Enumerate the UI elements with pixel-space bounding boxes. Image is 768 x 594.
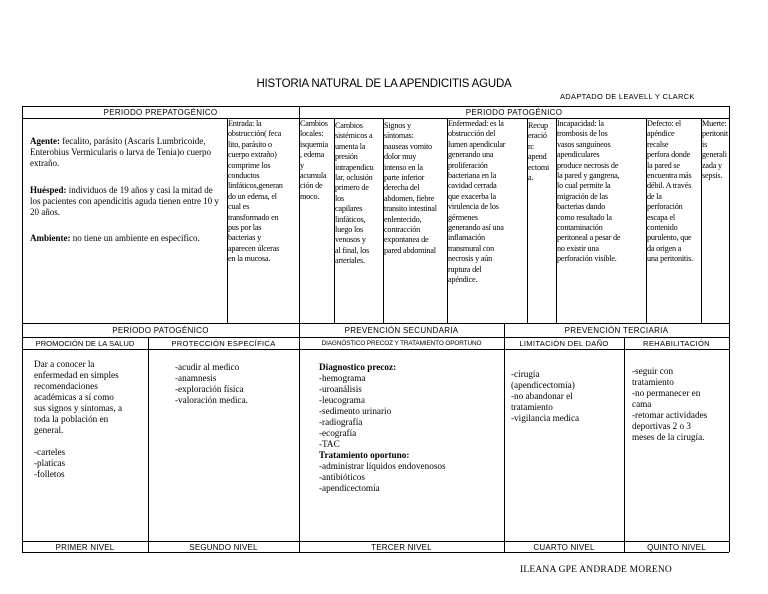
table-border	[22, 337, 729, 338]
table-border	[22, 106, 23, 323]
table-border	[729, 106, 730, 323]
header-patogenico: PERIODO PATOGÉNICO	[465, 108, 563, 117]
nivel-cuarto: CUARTO NIVEL	[533, 543, 595, 552]
entrada-text: Entrada: la obstrucción( feca lito, parásito o cuerpo extraño) comprime los conductos linfáticos,generan do un edema, el cual es transformado en pus por las bacterias y aparecen úlceras en la mucosa.	[228, 119, 283, 264]
signos-sintomas-text: Signos y síntomas: nauseas vomito dolor muy intenso en la parte inferior derecha del abdomen, fiebre transito intestinal enlentecido, contracción expontanea de pared abdominal	[384, 121, 437, 255]
header-prevencion-terciaria: PREVENCIÓN TERCIARIA	[564, 326, 669, 335]
diagnostico-block	[319, 362, 503, 494]
table-border	[22, 349, 729, 350]
promocion-text: Dar a conocer la enfermedad en simples recomendaciones académicas a sí como sus signos y síntomas, a toda la población en general. -carteles -platicas -folletos	[34, 359, 123, 479]
cambios-locales-text: Cambios locales: isquemia , edema y acumula ción de moco.	[300, 119, 328, 201]
recuperacion-text: Recup eració n: apend ectomi a.	[528, 121, 550, 183]
subheader-diagnostico: DIAGNÓSTICO PRECOZ Y TRATAMIENTO OPORTUNO	[321, 340, 482, 347]
limitacion-text: -cirugía (apendicectomía) -no abandonar el tratamiento -vigilancia medica	[511, 369, 580, 423]
nivel-segundo: SEGUNDO NIVEL	[189, 543, 258, 552]
nivel-tercer: TERCER NIVEL	[371, 543, 432, 552]
agente-text: fecalito, parásito (Ascaris Lumbricoide, Enterobius Vermicularis o larva de Tenia)o cuerpo extraño.	[30, 136, 211, 169]
table-divider	[148, 337, 149, 552]
author-name: ILEANA GPE ANDRADE MORENO	[520, 565, 672, 575]
table-divider	[504, 323, 505, 552]
muerte-text: Muerte: peritonit is generali zada y sepsis.	[702, 119, 728, 181]
subheader-promocion: PROMOCIÓN DE LA SALUD	[35, 339, 135, 348]
table-divider	[299, 323, 300, 552]
table-divider	[624, 337, 625, 552]
subheader-proteccion: PROTECCIÓN ESPECÍFICA	[171, 339, 276, 348]
nivel-primer: PRIMER NIVEL	[55, 543, 115, 552]
table-border	[22, 106, 729, 107]
incapacidad-text: Incapacidad: la trombosis de los vasos sanguíneos apendiculares produce necrosis de la pared y gangrena, lo cual permite la migración de las bacterias dando como resultado la contaminación peritoneal a pesar de no existir una perforación visible.	[557, 119, 621, 264]
header-prepatogenico: PERIODO PREPATOGÉNICO	[103, 108, 218, 117]
subheader-rehabilitacion: REHABILITACIÓN	[643, 339, 710, 348]
table-border	[729, 323, 730, 552]
ambiente-text: no tiene un ambiente en específico.	[70, 233, 200, 243]
table-border	[22, 323, 23, 552]
tratamiento-list: -administrar líquidos endovenosos -antibióticos -apendicectomía	[319, 461, 446, 493]
proteccion-text: -acudir al medico -anamnesis -exploración física -valoración medica.	[175, 362, 248, 405]
rehabilitacion-text: -seguir con tratamiento -no permanecer en cama -retomar actividades deportivas 2 o 3 meses de la cirugía.	[632, 366, 708, 442]
agente-label: Agente:	[30, 136, 60, 146]
tratamiento-label: Tratamiento oportuno:	[319, 450, 410, 460]
agente-paragraph	[30, 136, 224, 170]
header-periodo-patogenico: PERIODO PATOGÉNICO	[112, 326, 209, 335]
table-border	[22, 323, 729, 324]
diagnostico-label: Diagnostico precoz:	[319, 362, 397, 372]
huesped-paragraph	[30, 185, 224, 219]
table-border	[22, 552, 729, 553]
ambiente-paragraph	[30, 233, 224, 244]
subheader-limitacion: LIMITACIÓN DEL DAÑO	[519, 339, 609, 348]
huesped-label: Huésped:	[30, 185, 67, 195]
diagnostico-list: -hemograma -uroanálisis -leucograma -sedimento urinario -radiografía -ecografía -TAC	[319, 373, 392, 449]
huesped-text: individuos de 19 años y casi la mitad de los pacientes con apendicitis aguda tienen entre 10 y 20 años.	[30, 185, 219, 218]
page-title: HISTORIA NATURAL DE LA APENDICITIS AGUDA	[256, 78, 512, 90]
ambiente-label: Ambiente:	[30, 233, 71, 243]
defecto-text: Defecto: el apéndice recalse perfora donde la pared se encuentra más débil. A través de la perforación escapa el contenido purulento, que da origen a una peritonitis.	[647, 119, 693, 264]
table-border	[22, 541, 729, 542]
nivel-quinto: QUINTO NIVEL	[647, 543, 706, 552]
cambios-sistemicos-text: Cambios sistémicos a umenta la presión intrapendicu lar, oclusión primero de los capilares linfáticos, luego los venosos y al final, los arteriales.	[335, 121, 374, 266]
header-prevencion-secundaria: PREVENCIÓN SECUNDARIA	[344, 326, 459, 335]
page-subtitle: ADAPTADO DE LEAVELL Y CLARCK	[560, 92, 695, 101]
enfermedad-text: Enfermedad: es la obstrucción del lumen apendicular generando una proliferación bacteriana en la cavidad cerrada que exacerba la virulencia de los gérmenes generando así una inflamación transmural con necrosis y aún ruptura del apéndice.	[448, 119, 506, 285]
